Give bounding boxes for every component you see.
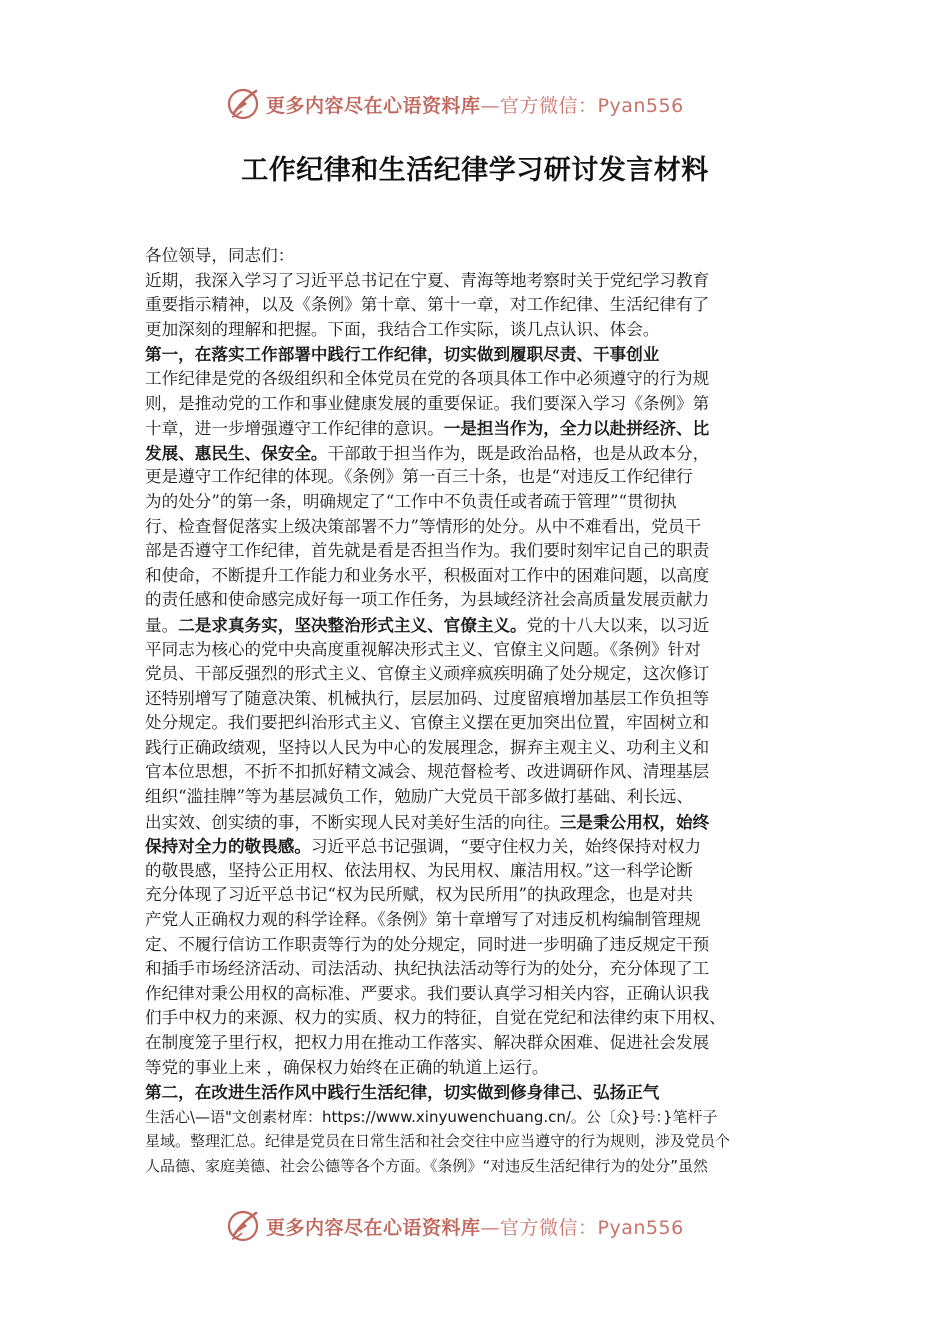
text-run: 生活心\—语"文创素材库：https://www.xinyuwenchuang.cn/。公〔众}号：}笔杆子 <box>145 1107 718 1126</box>
text-line <box>145 736 817 761</box>
text-run: 量。 <box>145 615 179 635</box>
watermark-brand: 更多内容尽在心语资料库 <box>266 94 481 117</box>
watermark-wechat: 官方微信：Pyan556 <box>500 1216 684 1239</box>
text-line <box>145 687 817 712</box>
bold-text-run: 二是求真务实，坚决整治形式主义、官僚主义。 <box>178 614 527 635</box>
text-line <box>145 1056 817 1081</box>
text-run: 则，是推动党的工作和事业健康发展的重要保证。我们要深入学习《条例》第 <box>145 393 710 413</box>
text-run: 定、不履行信访工作职责等行为的处分规定，同时进一步明确了违反规定干预 <box>145 934 710 954</box>
bold-text-run: 三是秉公用权，始终 <box>559 811 710 832</box>
text-run: 重要指示精神，以及《条例》第十章、第十一章，对工作纪律、生活纪律有了 <box>145 295 710 315</box>
text-line <box>145 416 817 441</box>
text-run: 星域。整理汇总。纪律是党员在日常生活和社会交往中应当遵守的行为规则，涉及党员个 <box>145 1132 731 1151</box>
text-line <box>145 564 817 589</box>
text-line <box>145 465 817 490</box>
document-title: 工作纪律和生活纪律学习研讨发言材料 <box>241 155 709 186</box>
text-run: 处分规定。我们要把纠治形式主义、官僚主义摆在更加突出位置，牢固树立和 <box>145 713 710 733</box>
text-run: 为的处分”的第一条，明确规定了“工作中不负责任或者疏于管理”“贯彻执 <box>145 491 677 511</box>
bold-text-run: 保持对全力的敬畏感。 <box>145 836 311 857</box>
text-line <box>145 982 817 1007</box>
watermark-dash: — <box>480 94 501 117</box>
text-run: 组织“滥挂牌”等为基层减负工作，勉励广大党员干部多做打基础、利长远、 <box>145 787 693 807</box>
text-line <box>145 1105 817 1130</box>
text-run: 党员、干部反强烈的形式主义、官僚主义顽痒疯疾明确了处分规定，这次修订 <box>145 664 710 684</box>
text-line <box>145 662 817 687</box>
text-line <box>145 441 817 466</box>
text-line <box>145 957 817 982</box>
text-line <box>145 613 817 638</box>
text-line <box>145 1031 817 1056</box>
text-line <box>145 367 817 392</box>
text-run: 工作纪律是党的各级组织和全体党员在党的各项具体工作中必须遵守的行为规 <box>145 368 710 388</box>
text-line <box>145 859 817 884</box>
text-run: 和使命，不断提升工作能力和业务水平，积极面对工作中的困难问题，以高度 <box>145 565 710 585</box>
text-run: 平同志为核心的党中央高度重视解决形式主义、官僚主义问题。《条例》针对 <box>145 639 701 659</box>
text-line <box>145 539 817 564</box>
watermark-text <box>266 1213 684 1240</box>
text-line <box>145 810 817 835</box>
text-line <box>145 490 817 515</box>
text-line <box>145 588 817 613</box>
bold-text-run: 发展、惠民生、保安全。 <box>145 442 328 463</box>
text-run: 部是否遵守工作纪律，首先就是看是否担当作为。我们要时刻牢记自己的职责 <box>145 541 710 561</box>
text-line <box>145 785 817 810</box>
text-run: 等党的事业上来 ，确保权力始终在正确的轨道上运行。 <box>145 1057 549 1077</box>
text-run: 充分体现了习近平总书记“权为民所赋，权为民所用”的执政理念，也是对共 <box>145 885 693 905</box>
bold-text-run: 第一，在落实工作部署中践行工作纪律，切实做到履职尽责、干事创业 <box>145 344 660 365</box>
text-run: 践行正确政绩观，坚持以人民为中心的发展理念，摒弃主观主义、功利主义和 <box>145 737 710 757</box>
text-run: 行、检查督促落实上级决策部署不力”等情形的处分。从中不难看出，党员干 <box>145 516 702 536</box>
brand-logo-icon <box>226 86 262 122</box>
text-run: 更加深刻的理解和把握。下面，我结合工作实际，谈几点认识、体会。 <box>145 319 660 339</box>
text-run: 更是遵守工作纪律的体现。《条例》第一百三十条，也是“对违反工作纪律行 <box>145 467 693 487</box>
text-line <box>145 342 817 367</box>
text-line <box>145 933 817 958</box>
text-line <box>145 834 817 859</box>
text-line <box>145 638 817 663</box>
header-watermark <box>0 82 950 126</box>
text-run: 们手中权力的来源、权力的实质、权力的特征，自觉在党纪和法律约束下用权、 <box>145 1008 726 1028</box>
bold-text-run: 一是担当作为，全力以赴拼经济、比 <box>443 418 710 439</box>
text-run: 官本位思想，不折不扣抓好精文减会、规范督检考、改进调研作风、清理基层 <box>145 762 710 782</box>
brand-logo-icon <box>226 1208 262 1244</box>
text-line <box>145 515 817 540</box>
document-body <box>145 244 817 1179</box>
text-run: 和插手市场经济活动、司法活动、执纪执法活动等行为的处分，充分体现了工 <box>145 959 710 979</box>
text-line <box>145 392 817 417</box>
watermark-dash: — <box>480 1216 501 1239</box>
text-run: 作纪律对秉公用权的高标准、严要求。我们要认真学习相关内容，正确认识我 <box>145 983 710 1003</box>
text-run: 产党人正确权力观的科学诠释。《条例》第十章增写了对违反机构编制管理规 <box>145 910 701 930</box>
text-run: 的责任感和使命感完成好每一项工作任务，为县域经济社会高质量发展贡献力 <box>145 590 710 610</box>
text-run: 十章，进一步增强遵守工作纪律的意识。 <box>145 419 444 439</box>
text-line <box>145 1154 817 1179</box>
text-line <box>145 711 817 736</box>
text-run: 干部敢于担当作为，既是政治品格，也是从政本分， <box>327 443 710 463</box>
text-run: 的敬畏感，坚持公正用权、依法用权、为民用权、廉洁用权。”这一科学论断 <box>145 860 693 880</box>
text-run: 人品德、家庭美德、社会公德等各个方面。《条例》“对违反生活纪律行为的处分”虽然 <box>145 1156 709 1175</box>
watermark-wechat: 官方微信：Pyan556 <box>500 94 684 117</box>
watermark-brand: 更多内容尽在心语资料库 <box>266 1216 481 1239</box>
text-run: 还特别增写了随意决策、机械执行，层层加码、过度留痕增加基层工作负担等 <box>145 688 710 708</box>
watermark-text <box>266 91 684 118</box>
text-run: 近期，我深入学习了习近平总书记在宁夏、青海等地考察时关于党纪学习教育 <box>145 270 710 290</box>
text-line <box>145 318 817 343</box>
text-line <box>145 883 817 908</box>
text-line <box>145 293 817 318</box>
text-line <box>145 269 817 294</box>
text-run: 党的十八大以来，以习近 <box>526 615 710 635</box>
footer-watermark <box>0 1204 950 1248</box>
text-line <box>145 1006 817 1031</box>
text-line <box>145 908 817 933</box>
text-run: 各位领导，同志们： <box>145 246 295 265</box>
text-run: 在制度笼子里行权，把权力用在推动工作落实、解决群众困难、促进社会发展 <box>145 1033 710 1052</box>
text-run: 习近平总书记强调，“要守住权力关，始终保持对权力 <box>310 837 702 857</box>
bold-text-run: 第二，在改进生活作风中践行生活纪律，切实做到修身律己、弘扬正气 <box>145 1082 660 1103</box>
text-line <box>145 760 817 785</box>
text-line <box>145 244 817 269</box>
text-line <box>145 1129 817 1154</box>
text-run: 出实效、创实绩的事，不断实现人民对美好生活的向往。 <box>145 812 560 832</box>
text-line <box>145 1080 817 1105</box>
